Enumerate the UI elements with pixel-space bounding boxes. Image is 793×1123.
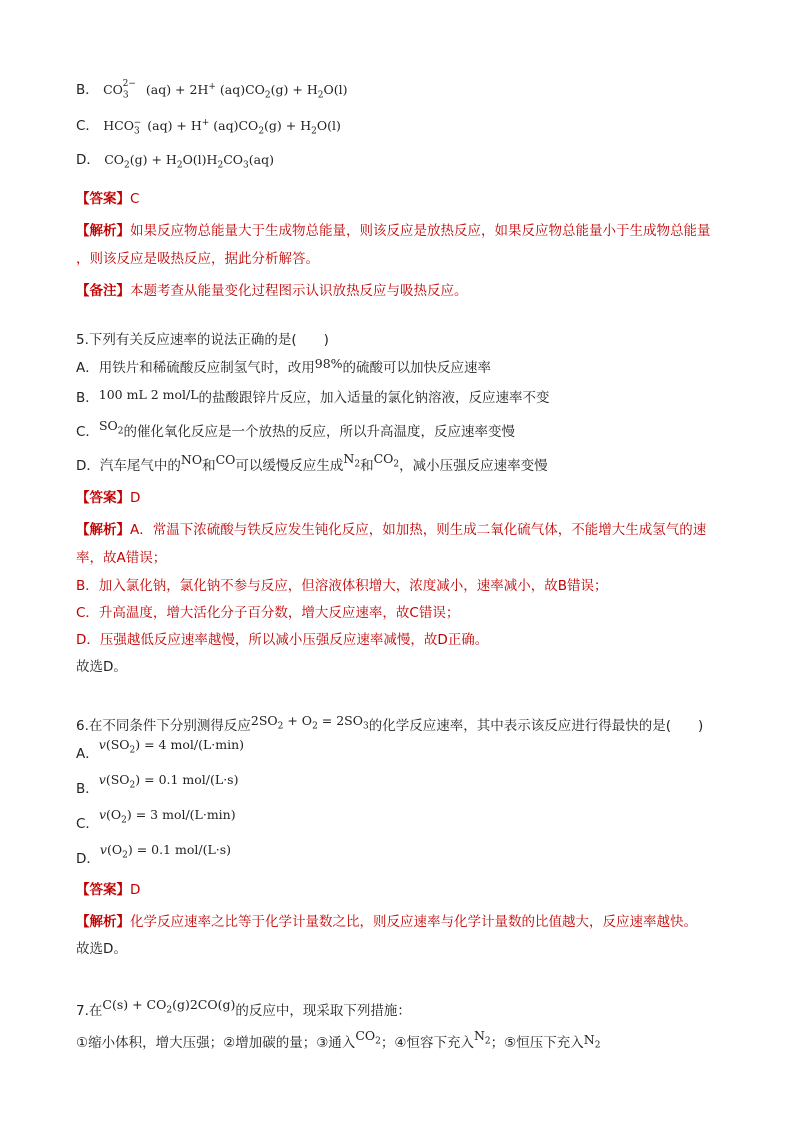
equation-b: $CO_3^{2-}$ (aq) + 2H+ $(aq)CO_2(g) + H_2O(l)$	[103, 78, 348, 101]
q4-option-b	[76, 80, 347, 100]
answer-tag: 【答案】	[76, 882, 130, 898]
formula-co2: $CO_2$	[355, 1028, 381, 1047]
analysis-text: 如果反应物总能量大于生成物总能量，则该反应是放热反应，如果反应物总能量小于生成物总能量	[130, 223, 711, 239]
rate-expression: $v(O_2) = 0.1$ mol/(L·s)	[99, 842, 232, 861]
text: 6.在不同条件下分别测得反应	[76, 718, 251, 734]
note-text: 本题考查从能量变化过程图示认识放热反应与吸热反应。	[130, 283, 468, 299]
q5-analysis-a1	[76, 520, 706, 540]
answer-value: D	[130, 882, 141, 898]
text: ，减小压强反应速率变慢	[399, 458, 548, 474]
answer-tag: 【答案】	[76, 490, 130, 506]
option-label: B．	[76, 781, 99, 797]
q5-stem: 5.下列有关反应速率的说法正确的是( )	[76, 332, 329, 348]
rate-value: = 0.1 mol/(L·s)	[144, 772, 239, 787]
q5-option-b	[76, 388, 550, 408]
analysis-tag: 【解析】	[76, 914, 130, 930]
q6-option-b	[76, 772, 239, 799]
option-label: D．	[76, 851, 100, 867]
text: C．	[76, 424, 99, 440]
q6-option-a	[76, 737, 244, 764]
q4-option-c	[76, 116, 341, 136]
q4-answer	[76, 189, 139, 209]
q5-answer	[76, 488, 140, 508]
formula-n2: $N_2$	[343, 451, 361, 470]
q4-note	[76, 281, 468, 301]
text: 和	[202, 458, 216, 474]
q7-measures	[76, 1028, 601, 1053]
text: 的反应中，现采取下列措施：	[235, 1003, 411, 1019]
analysis-text: A．常温下浓硫酸与铁反应发生钝化反应，如加热，则生成二氧化硫气体，不能增大生成氢气的速	[130, 522, 707, 538]
note-tag: 【备注】	[76, 283, 130, 299]
rate-expression: $v(SO_2) = 4$ mol/(L·min)	[98, 737, 244, 756]
q5-analysis-c: C．升高温度，增大活化分子百分数，增大反应速率，故C错误；	[76, 605, 460, 621]
q5-option-c	[76, 418, 515, 442]
formula-n2: $N_2$	[583, 1032, 601, 1051]
formula-co2: $CO_2$	[373, 451, 400, 470]
text: ；④恒容下充入	[380, 1035, 474, 1051]
text: D．汽车尾气中的	[76, 458, 181, 474]
rate-value: = 4 mol/(L·min)	[144, 737, 244, 752]
q7-stem	[76, 997, 411, 1021]
formula-no: NO	[180, 452, 203, 467]
equation-c: $HCO_3^-$ (aq) + H+ $(aq)CO_2(g) + H_2O(l)$	[103, 117, 341, 137]
q6-stem	[76, 713, 704, 736]
q4-analysis-line2: ，则该反应是吸热反应，据此分析解答。	[76, 251, 319, 267]
rate-value: = 0.1 mol/(L·s)	[136, 842, 232, 857]
text: 的硫酸可以加快反应速率	[342, 360, 492, 376]
text: 的化学反应速率，其中表示该反应进行得最快的是( )	[368, 718, 704, 734]
text: 的盐酸跟锌片反应，加入适量的氯化钠溶液，反应速率不变	[198, 390, 550, 406]
q6-answer	[76, 880, 140, 900]
text: ①缩小体积，增大压强；②增加碳的量；③通入	[76, 1035, 356, 1051]
formula-so2: $SO_2$	[98, 418, 124, 437]
analysis-text: 化学反应速率之比等于化学计量数之比，则反应速率与化学计量数的比值越大，反应速率越快。	[130, 914, 697, 930]
equation-d: $CO_2(g) + H_2O(l)H_2CO_3(aq)$	[104, 152, 274, 171]
q6-analysis	[76, 912, 697, 932]
formula-co: CO	[215, 452, 236, 467]
formula-n2: $N_2$	[473, 1028, 491, 1047]
text: 的催化氧化反应是一个放热的反应，所以升高温度，反应速率变慢	[123, 424, 515, 440]
formula: 100 mL 2 mol/L	[98, 387, 199, 402]
option-label: C．	[76, 816, 99, 832]
q6-option-d	[76, 842, 232, 869]
reaction-equation: $2SO_2 + O_2 = 2SO_3$	[250, 713, 369, 732]
q5-option-d	[76, 451, 548, 476]
text: 7.在	[76, 1003, 103, 1019]
q6-option-c	[76, 807, 236, 834]
analysis-tag: 【解析】	[76, 522, 130, 538]
answer-tag: 【答案】	[76, 191, 130, 207]
rate-value: = 3 mol/(L·min)	[135, 807, 236, 822]
q4-option-d	[76, 150, 274, 170]
analysis-tag: 【解析】	[76, 223, 130, 239]
answer-value: C	[130, 191, 140, 207]
rate-expression: $v(SO_2) = 0.1$ mol/(L·s)	[98, 772, 239, 791]
q5-conclusion: 故选D。	[76, 659, 127, 675]
option-label: C．	[76, 118, 99, 134]
q6-conclusion: 故选D。	[76, 941, 127, 957]
formula: 98%	[314, 356, 343, 371]
answer-value: D	[130, 490, 141, 506]
option-label: B．	[76, 82, 99, 98]
text: 可以缓慢反应生成	[235, 458, 344, 474]
reaction-equation: $C(s) + CO_2(g)2CO(g)$	[102, 997, 236, 1016]
text: 和	[360, 458, 374, 474]
option-label: A．	[76, 746, 99, 762]
q4-analysis-line1	[76, 221, 711, 241]
q5-analysis-b: B．加入氯化钠，氯化钠不参与反应，但溶液体积增大，浓度减小，速率减小，故B错误；	[76, 578, 608, 594]
q5-analysis-d: D．压强越低反应速率越慢，所以减小压强反应速率减慢，故D正确。	[76, 632, 489, 648]
text: A．用铁片和稀硫酸反应制氢气时，改用	[76, 360, 315, 376]
text: ；⑤恒压下充入	[490, 1035, 584, 1051]
q5-analysis-a2: 率，故A错误；	[76, 550, 167, 566]
text: B．	[76, 390, 99, 406]
option-label: D．	[76, 152, 100, 168]
q5-option-a	[76, 358, 491, 378]
rate-expression: $v(O_2) = 3$ mol/(L·min)	[98, 807, 236, 826]
